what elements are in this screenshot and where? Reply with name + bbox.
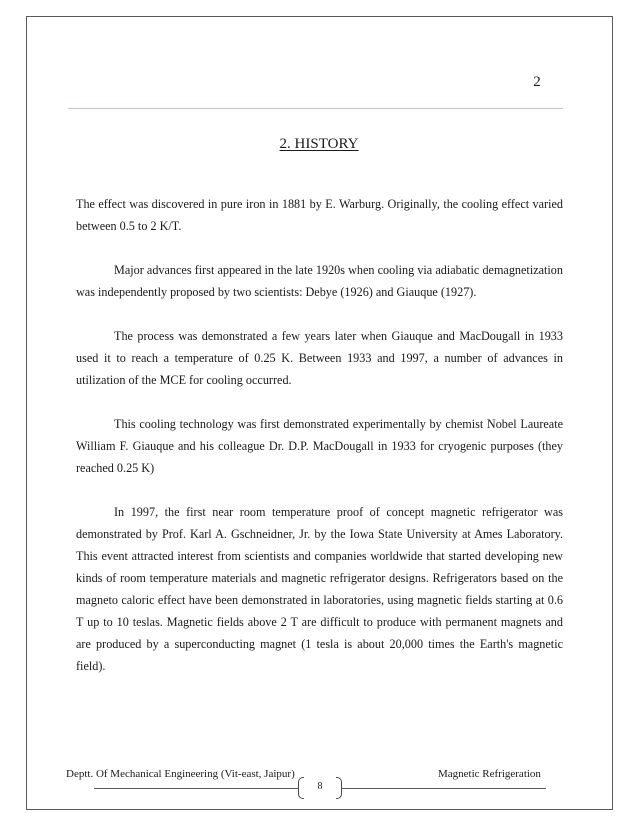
paragraph-1: The effect was discovered in pure iron in 1881 by E. Warburg. Originally, the cooling effect varied between 0.5 to 2 K/T. xyxy=(76,197,563,233)
paragraph-3: The process was demonstrated a few years later when Giauque and MacDougall in 1933 used it to reach a temperature of 0.25 K. Between 1933 and 1997, a number of advances in utilization of the MCE for cooling occurred. xyxy=(76,329,563,387)
header-divider xyxy=(68,108,563,109)
footer-department: Deptt. Of Mechanical Engineering (Vit-east, Jaipur) xyxy=(66,768,295,780)
footer-page-badge xyxy=(298,777,342,799)
section-heading-text: 2. HISTORY xyxy=(279,136,359,152)
body-text xyxy=(76,193,563,699)
section-heading xyxy=(0,136,638,153)
paragraph-5: In 1997, the first near room temperature proof of concept magnetic refrigerator was demonstrated by Prof. Karl A. Gschneidner, Jr. by the Iowa State University at Ames Laboratory. This event attracted interest from scientists and companies worldwide that started developing new kinds of room temperature materials and magnetic refrigerator designs. Refrigerators based on the magneto caloric effect have been demonstrated in laboratories, using magnetic fields starting at 0.6 T up to 10 teslas. Magnetic fields above 2 T are difficult to produce with permanent magnets and are produced by a superconducting magnet (1 tesla is about 20,000 times the Earth's magnetic field). xyxy=(76,505,563,673)
footer-title: Magnetic Refrigeration xyxy=(438,768,541,780)
paragraph-2: Major advances first appeared in the late 1920s when cooling via adiabatic demagnetization was independently proposed by two scientists: Debye (1926) and Giauque (1927). xyxy=(76,263,563,299)
header-page-number: 2 xyxy=(533,74,541,90)
paragraph-4: This cooling technology was first demonstrated experimentally by chemist Nobel Laureate William F. Giauque and his colleague Dr. D.P. MacDougall in 1933 for cryogenic purposes (they reached 0.25 K) xyxy=(76,417,563,475)
footer-page-number: 8 xyxy=(317,781,323,792)
